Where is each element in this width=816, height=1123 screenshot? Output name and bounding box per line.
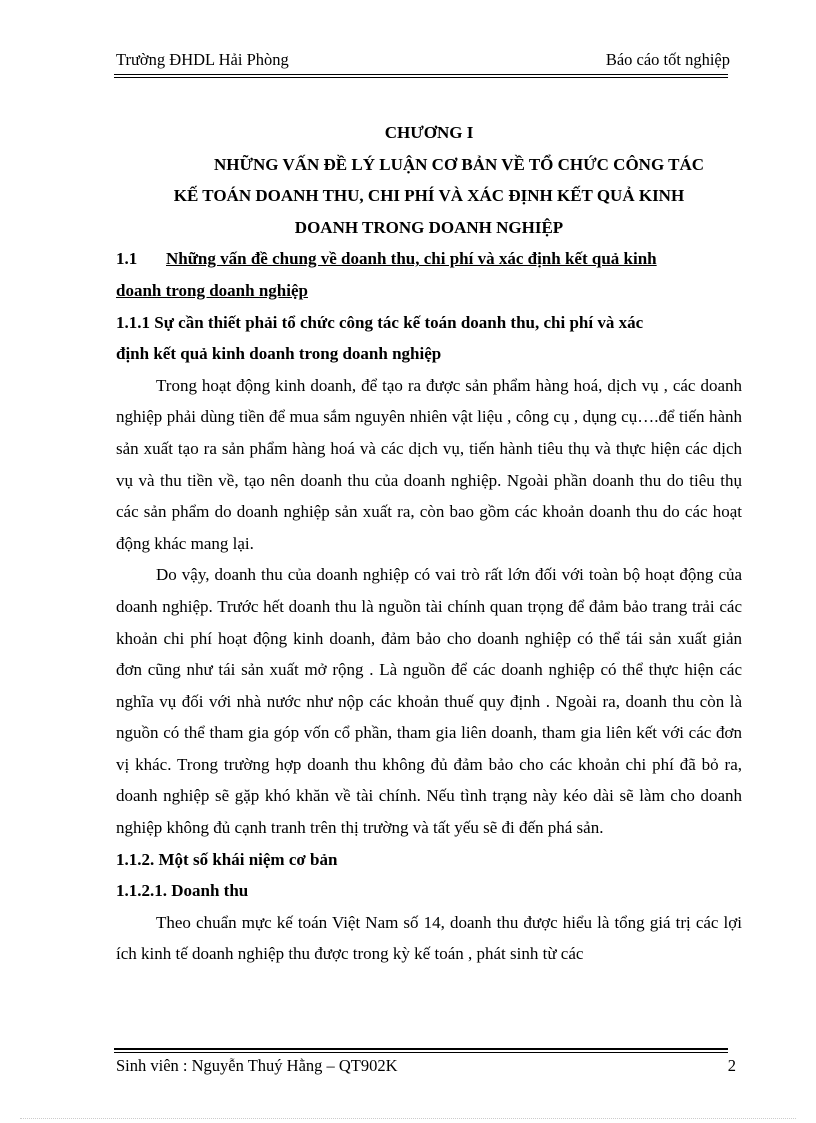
section-1-1-2-heading: 1.1.2. Một số khái niệm cơ bản bbox=[116, 849, 338, 869]
header-rule-thin bbox=[114, 77, 728, 78]
chapter-title-line-2: KẾ TOÁN DOANH THU, CHI PHÍ VÀ XÁC ĐỊNH KẾT QUẢ KINH bbox=[173, 186, 685, 206]
section-1-1-1-heading-cont: định kết quả kinh doanh trong doanh nghiệp bbox=[116, 344, 442, 364]
page-edge-dots bbox=[20, 1118, 796, 1119]
page-header bbox=[116, 50, 730, 72]
chapter-label: CHƯƠNG I bbox=[384, 123, 474, 142]
chapter-title-line-3: DOANH TRONG DOANH NGHIỆP bbox=[294, 217, 564, 237]
page-body bbox=[116, 114, 742, 970]
header-rule bbox=[114, 74, 728, 75]
header-report-type: Báo cáo tốt nghiệp bbox=[605, 50, 730, 69]
chapter-title-line-1: NHỮNG VẤN ĐỀ LÝ LUẬN CƠ BẢN VỀ TỔ CHỨC CÔNG TÁC bbox=[213, 154, 705, 174]
paragraph-2: Do vậy, doanh thu của doanh nghiệp có vai trò rất lớn đối với toàn bộ hoạt động của doanh nghiệp. Trước hết doanh thu là nguồn tài chính quan trọng để đảm bảo trang trải các khoản chi phí hoạt động kinh doanh, đảm bảo cho doanh nghiệp có thể tái sản xuất giản đơn cũng như tái sản xuất mở rộng . Là nguồn để các doanh nghiệp có thể thực hiện các nghĩa vụ đối với nhà nước như nộp các khoản thuế quy định . Ngoài ra, doanh thu còn là nguồn có thể tham gia góp vốn cổ phần, tham gia liên doanh, tham gia liên kết với các đơn vị khác. Trong trường hợp doanh thu không đủ đảm bảo cho các khoản chi phí đã bỏ ra, doanh nghiệp sẽ gặp khó khăn về tài chính. Nếu tình trạng này kéo dài sẽ làm cho doanh nghiệp không đủ cạnh tranh trên thị trường và tất yếu sẽ đi đến phá sản. bbox=[116, 565, 742, 838]
page-number: 2 bbox=[727, 1056, 736, 1075]
section-1-1-title-cont: doanh trong doanh nghiệp bbox=[116, 280, 308, 300]
section-1-1-title: Những vấn đề chung về doanh thu, chi phí và xác định kết quả kinh bbox=[166, 249, 657, 269]
footer-rule bbox=[114, 1048, 728, 1050]
page-footer bbox=[116, 1056, 736, 1078]
section-1-1-number: 1.1 bbox=[116, 249, 138, 269]
footer-rule-thin bbox=[114, 1052, 728, 1053]
paragraph-1: Trong hoạt động kinh doanh, để tạo ra được sản phẩm hàng hoá, dịch vụ , các doanh nghiệp phải dùng tiền để mua sắm nguyên nhiên vật liệu , công cụ , dụng cụ….để tiến hành sản xuất tạo ra sản phẩm hàng hoá và các dịch vụ, tiến hành tiêu thụ và thực hiện các dịch vụ và thu tiền về, tạo nên doanh thu của doanh nghiệp. Ngoài phần doanh thu do tiêu thụ các sản phẩm do doanh nghiệp sản xuất ra, còn bao gồm các khoản doanh thu do các hoạt động khác mang lại. bbox=[116, 375, 742, 553]
header-school: Trường ĐHDL Hải Phòng bbox=[116, 50, 289, 69]
section-1-1-2-1-heading: 1.1.2.1. Doanh thu bbox=[116, 881, 249, 901]
paragraph-3: Theo chuẩn mực kế toán Việt Nam số 14, doanh thu được hiểu là tổng giá trị các lợi ích kinh tế doanh nghiệp thu được trong kỳ kế toán , phát sinh từ các bbox=[116, 912, 742, 964]
footer-student: Sinh viên : Nguyễn Thuý Hằng – QT902K bbox=[116, 1056, 398, 1075]
section-1-1-heading bbox=[116, 243, 742, 275]
section-1-1-1-heading: 1.1.1 Sự cần thiết phải tổ chức công tác kế toán doanh thu, chi phí và xác bbox=[116, 312, 644, 332]
